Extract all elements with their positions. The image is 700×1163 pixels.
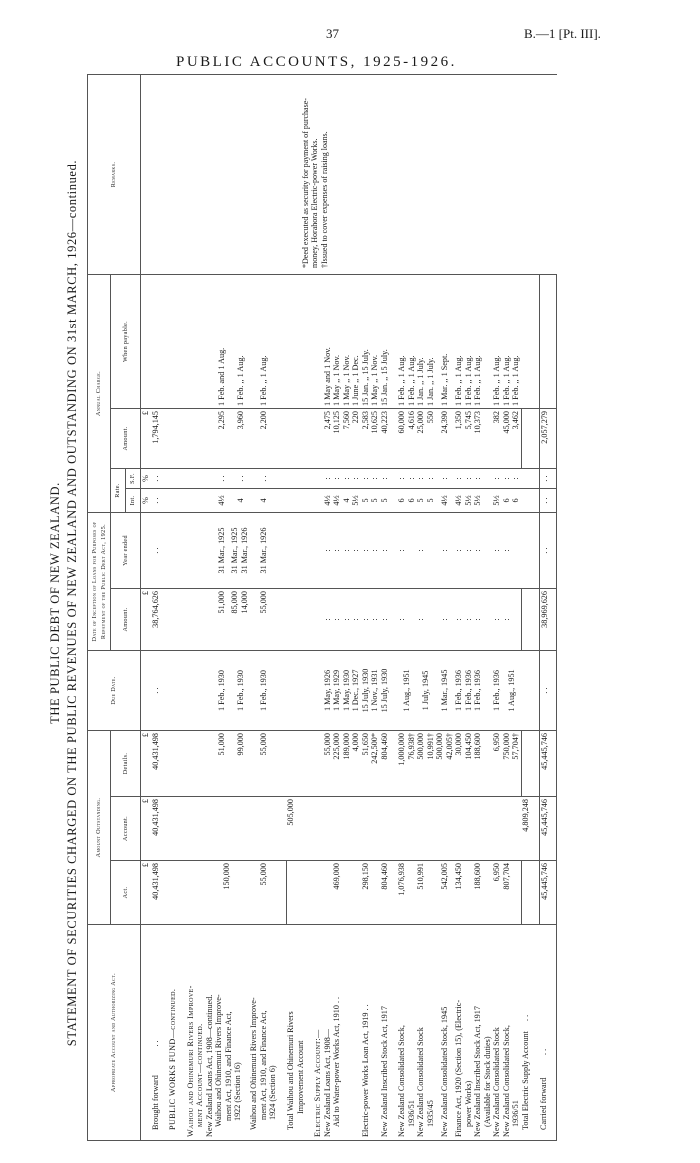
col-inc-year: Year ended (111, 513, 141, 589)
cell-details: 30,000 (454, 733, 463, 756)
col-annual-charge: Annual Charge. (88, 274, 111, 512)
col-act: Act. (111, 861, 141, 925)
cell-due: 1 Feb., 1930 (216, 670, 226, 711)
cell-int: 5½ (351, 495, 360, 506)
cell-due: 1 Aug., 1951 (397, 651, 416, 731)
cell-when-payable: 1 May and 1 Nov. (322, 347, 332, 406)
cell-details: 6,950 (492, 731, 502, 797)
cell-due: 1 July, 1945 (416, 651, 435, 731)
document-reference: B.—1 [Pt. III]. (524, 26, 601, 41)
cell-when-payable: 1 May ,, 1 Nov. (332, 354, 341, 406)
cell-when-payable: 1 Feb. and 1 Aug. (216, 347, 226, 406)
col-remarks: Remarks. (88, 74, 141, 274)
unit-pound: £ (141, 409, 151, 469)
col-rate: Rate. (111, 469, 126, 513)
cell-due: 15 July, 1930 (380, 651, 390, 731)
cell-int: 5½ (463, 495, 473, 506)
cell-int: 4½ (454, 495, 463, 506)
row-label: Carried forward (539, 1077, 548, 1130)
cell-act: 55,000 (249, 861, 278, 925)
account-heading: Electric Supply Account:— (313, 925, 323, 1141)
cell-act: 134,450 (454, 861, 473, 925)
row-label: ment Act, 1910, and Finance Act, (223, 1011, 233, 1121)
cell-when-payable: 1 May ,, 1 Nov. (341, 354, 351, 406)
table-row (151, 74, 161, 1140)
cell-int: 4 (249, 489, 278, 513)
cell-details: 42,005† (444, 733, 454, 760)
cell-amount: 2,583 (360, 411, 370, 430)
cell-sf: . . (539, 469, 556, 489)
cell-amount: 550 (425, 411, 435, 424)
cell-when-payable: 1 Feb. ,, 1 Aug. (397, 355, 406, 406)
row-label: ment Act, 1910, and Finance Act, (258, 1010, 268, 1120)
cell-int: 5 (416, 498, 425, 503)
cell-due: 1 May, 1930 (341, 669, 351, 712)
cell-act: 6,950 (492, 861, 502, 925)
cell-amount: 3,960 (236, 411, 245, 430)
col-amount-outstanding: Amount Outstanding. (88, 731, 111, 925)
col-int: Int. (126, 489, 141, 513)
cell-act: 542,005 (435, 861, 454, 925)
cell-details: 188,600 (473, 731, 492, 797)
cell-inc-year: 31 Mar., 1925 (216, 527, 226, 574)
row-label: New Zealand Loans Act, 1908—continued. (204, 994, 214, 1137)
cell-details: 99,000 (236, 733, 245, 756)
row-label: 1936/51 (511, 1100, 520, 1127)
cell-amount: 220 (351, 411, 360, 424)
unit-pound: £ (141, 861, 151, 925)
cell-when-payable: 1 June ,, 1 Dec. (351, 355, 360, 406)
page-title: PUBLIC ACCOUNTS, 1925-1926. (176, 54, 457, 70)
cell-amount: 10,625 (370, 411, 379, 434)
cell-sf: . . (236, 475, 245, 482)
cell-details: 76,938† (406, 733, 416, 760)
row-label: Waihou and Ohinemuri Rivers Improve- (249, 997, 258, 1130)
cell-amount: 2,295 (216, 411, 226, 430)
table-row: New Zealand Inscribed Stock Act, 1917 (Available for Stock duties) 188,600 188,600 1 Feb., 1936 : : 5½ : 10,373 1 Feb. ,, 1 Aug. (473, 74, 492, 1140)
cell-due: . . (539, 651, 556, 731)
cell-amount: 3,462 (511, 411, 520, 430)
unit-pound: £ (141, 797, 151, 861)
row-label: New Zealand Loans Act, 1908— (322, 1029, 332, 1137)
cell-inc-amount: 38,764,626 (151, 589, 161, 651)
cell-when-payable: 1 May ,, 1 Nov. (370, 354, 379, 406)
leader-dots: . . (539, 1048, 548, 1055)
cell-inc-amount: 51,000 (216, 591, 226, 614)
col-account: Account. (111, 797, 141, 861)
cell-amount: 10,125 (332, 411, 341, 434)
col-ac-amount: Amount. (111, 409, 141, 469)
col-sf: S.F. (126, 469, 141, 489)
cell-act: 188,600 (473, 861, 492, 925)
cell-details: 750,000 (501, 733, 511, 760)
cell-when-payable: 1 Mar. ,, 1 Sept. (435, 274, 454, 408)
cell-details: 55,000 (249, 731, 278, 797)
cell-due: 1 May, 1929 (332, 669, 341, 712)
cell-amount: 2,475 (322, 411, 332, 430)
cell-details: 225,000 (332, 733, 341, 760)
cell-amount: 45,000 (501, 411, 511, 434)
cell-amount: 2,200 (249, 409, 278, 469)
cell-due: 1 Feb., 1936 (473, 651, 492, 731)
securities-table (87, 74, 557, 1141)
cell-details: 51,650 (360, 733, 370, 756)
cell-when-payable: 15 Jan. ,, 15 July. (380, 274, 390, 408)
cell-due: 1 Dec., 1927 (351, 669, 360, 712)
cell-details: 55,000 (322, 733, 332, 756)
cell-details: 57,704† (511, 733, 520, 760)
cell-due: 1 Feb., 1936 (492, 651, 502, 731)
statement-title: THE PUBLIC DEBT OF NEW ZEALAND. (48, 482, 62, 724)
cell-when-payable: 1 Feb. ,, 1 Aug. (236, 355, 245, 406)
cell-sf: . . (249, 469, 278, 489)
row-label: New Zealand Inscribed Stock Act, 1917 (473, 1006, 482, 1137)
cell-due: 1 Feb., 1930 (249, 651, 278, 731)
row-label: 1924 (Section 6) (268, 1065, 277, 1120)
col-details: Details. (111, 731, 141, 797)
cell-due: 15 July, 1930 (360, 668, 370, 713)
cell-when-payable: 15 Jan. ,, 15 July. (360, 349, 370, 406)
cell-inc-amount: 85,000 (230, 591, 239, 614)
leader-dots: . . (150, 1040, 160, 1047)
cell-inc-year: 31 Mar., 1926 (239, 527, 249, 574)
cell-act: 510,991 (416, 861, 435, 925)
col-when-payable: When payable. (111, 274, 141, 408)
cell-account: 505,000 (286, 797, 305, 861)
rotated-statement (45, 53, 605, 1153)
cell-int: 5½ (473, 489, 492, 513)
cell-when-payable: 1 Feb. ,, 1 Aug. (454, 355, 463, 406)
cell-due: 1 Mar., 1945 (435, 651, 454, 731)
cell-account: 45,445,746 (539, 797, 556, 861)
col-account-act: Appropriate Account and Authorizing Act. (88, 925, 141, 1141)
cell-amount: 2,057,279 (539, 409, 556, 469)
statement-subtitle: STATEMENT OF SECURITIES CHARGED ON THE PUBLIC REVENUES OF NEW ZEALAND AND OUTSTANDING ON 31st MARCH, 1926—continued. (65, 159, 79, 1047)
cell-amount: 382 (492, 409, 502, 469)
row-label: New Zealand Consolidated Stock, 1945 (435, 925, 454, 1141)
table-row: New Zealand Consolidated Stock, 1945 542,005 500,000 42,005† 1 Mar., 1945 : : 4½ : 24,390 1 Mar. ,, 1 Sept. (435, 74, 454, 1140)
table-row: Finance Act, 1920 (Section 15), (Electric- power Works) 134,450 30,000 104,450 1 Feb., 1936 1 Feb., 1936 : : : : 4½ 5½ : : 1,350 5,745 1 Feb. ,, 1 Aug. 1 Feb. ,, 1 Aug. (454, 74, 473, 1140)
unit-pound: £ (141, 731, 151, 797)
cell-when-payable: 1 Feb. ,, 1 Aug. (249, 274, 278, 408)
cell-int: 5 (370, 498, 379, 503)
unit-percent: % (141, 489, 151, 513)
cell-amount: 10,373 (473, 409, 492, 469)
cell-due: 1 Feb., 1936 (463, 670, 473, 711)
cell-inc-year: . . (151, 513, 161, 589)
cell-int: 5 (360, 498, 370, 503)
remark-issued: †Issued to cover expenses of raising loans. (319, 131, 329, 268)
row-label: Improvement Account (295, 1040, 305, 1114)
row-label: Finance Act, 1920 (Section 15), (Electric- (454, 999, 463, 1137)
table-row: New Zealand Loans Act, 1908— Aid to Water-power Works Act, 1910 . . 469,000 55,000 225,000 189,000 1 May, 1926 1 May, 1929 1 May, 1930 : : : : : : 4½ 4½ 4 : : : 2,475 10,125 7,560 1 May and 1 Nov. 1 May ,, 1 Nov. 1 May ,, 1 Nov. (323, 74, 352, 1140)
account-heading-cont: ment Account—continued. (195, 1023, 204, 1127)
row-label: Brought forward (150, 1075, 160, 1130)
cell-details: 40,431,498 (151, 731, 161, 797)
cell-details: 51,000 (216, 733, 226, 756)
fund-heading: PUBLIC WORKS FUND—continued. (168, 925, 178, 1141)
cell-sf: . . (216, 475, 226, 482)
cell-amount: 5,745 (463, 411, 473, 430)
cell-int: 4 (236, 498, 245, 503)
cell-int: 6 (406, 498, 416, 503)
cell-due: 1 May, 1926 (322, 669, 332, 712)
row-label: New Zealand Consolidated Stock (492, 925, 502, 1141)
cell-int: 6 (397, 498, 406, 503)
row-label: Total Waihou and Ohinemuri Rivers (286, 1011, 295, 1130)
cell-due: . . (151, 651, 161, 731)
table-row: New Zealand Consolidated Stock, 1936/51 807,704 750,000 57,704† 1 Aug., 1951 : : 6 6 : : 45,000 3,462 1 Feb. ,, 1 Aug. 1 Feb. ,, 1 Aug. (502, 74, 522, 1140)
cell-details: 500,000 (435, 733, 444, 760)
cell-act: 150,000 (205, 861, 250, 925)
col-due-date: Due Date. (88, 651, 141, 731)
row-label: Waihou and Ohinemuri Rivers Improve- (214, 994, 223, 1127)
cell-int: . . (151, 489, 161, 513)
row-label: New Zealand Inscribed Stock Act, 1917 (380, 925, 390, 1141)
cell-int: . . (539, 489, 556, 513)
cell-when-payable: 1 Feb. ,, 1 Aug. (501, 355, 511, 406)
cell-details: 4,000 (351, 733, 360, 752)
cell-amount: 1,794,145 (151, 409, 161, 469)
row-label: New Zealand Consolidated Stock, (501, 1025, 511, 1137)
unit-pound: £ (141, 589, 151, 651)
cell-amount: 7,560 (341, 411, 351, 430)
cell-amount: 24,390 (435, 409, 454, 469)
row-label: Aid to Water-power Works Act, 1910 . . (332, 996, 341, 1127)
table-row: New Zealand Consolidated Stock, 1936/51 1,076,938 1,000,000 76,938† 1 Aug., 1951 : : 6 6 : : 60,000 4,616 1 Feb. ,, 1 Aug. 1 Feb. ,, 1 Aug. (397, 74, 416, 1140)
cell-due: 1 Nov., 1931 (370, 669, 379, 712)
cell-amount: 60,000 (397, 411, 406, 434)
cell-inc-year: 31 Mar., 1926 (249, 513, 278, 589)
row-label: (Available for Stock duties) (482, 1036, 492, 1127)
cell-inc-amount: 14,000 (239, 591, 249, 614)
cell-amount: 40,223 (380, 409, 390, 469)
cell-act: 469,000 (323, 861, 352, 925)
table-row: New Zealand Consolidated Stock 1935/45 510,991 500,000 10,991† 1 July, 1945 : : 5 5 : : 25,000 550 1 Jan. ,, 1 July. 1 Jan. ,, 1 July. (416, 74, 435, 1140)
page-number: 37 (326, 26, 339, 41)
row-label: 1922 (Section 16) (233, 1062, 242, 1121)
row-label: 1936/51 (406, 1100, 416, 1127)
cell-int: 4 (341, 498, 351, 503)
unit-percent: % (141, 469, 151, 489)
cell-inc-year: . . (539, 513, 556, 589)
cell-int: 5 (425, 498, 435, 503)
cell-int: 4½ (435, 489, 454, 513)
row-label: power Works) (463, 1080, 473, 1127)
table-row: Electric-power Works Loan Act, 1919 . . 298,150 4,000 51,650 242,500* 1 Dec., 1927 15 July, 1930 1 Nov., 1931 : : : : : : 5½ 5 5 : : : 220 2,583 10,625 1 June ,, 1 Dec. 15 Jan. ,, 15 July. 1 May ,, 1 Nov. (351, 74, 380, 1140)
cell-act: 40,431,498 (151, 861, 161, 925)
cell-sf: . . (151, 469, 161, 489)
cell-int: 5 (380, 489, 390, 513)
cell-when-payable: 1 Jan. ,, 1 July. (416, 357, 425, 406)
cell-details: 104,450 (463, 733, 473, 760)
cell-amount: 25,000 (416, 411, 425, 434)
col-inc-amount: Amount. (111, 589, 141, 651)
cell-act: 807,704 (502, 861, 522, 925)
cell-when-payable: 1 Feb. ,, 1 Aug. (473, 274, 492, 408)
cell-amount: 1,350 (454, 411, 463, 430)
cell-act: 45,445,746 (539, 861, 556, 925)
account-heading: Waihou and Ohinemuri Rivers Improve- (185, 985, 195, 1137)
cell-when-payable: 1 Feb. ,, 1 Aug. (511, 355, 520, 406)
cell-due: 1 Feb., 1930 (236, 670, 245, 711)
cell-int: 5½ (492, 489, 502, 513)
row-label: New Zealand Consolidated Stock (416, 1027, 425, 1137)
cell-act: 804,460 (380, 861, 390, 925)
cell-inc-amount: 38,969,626 (539, 589, 556, 651)
row-label: Total Electric Supply Account (521, 1031, 530, 1130)
col-inception: Date of Inception of Loans for Purposes of Repayment of the Public Debt Act, 1925. (88, 513, 111, 651)
cell-int: 6 (501, 498, 511, 503)
row-label: 1935/45 (425, 1100, 435, 1127)
remark-deed: *Deed executed as security for payment of purchase-money, Horahora Electric-power Works. (300, 98, 319, 268)
cell-int: 4½ (332, 495, 341, 506)
cell-int: 4½ (322, 495, 332, 506)
cell-due: 1 Aug., 1951 (502, 651, 522, 731)
cell-details: 804,460 (380, 731, 390, 797)
cell-amount: 4,616 (406, 411, 416, 430)
cell-details: 500,000 (416, 733, 425, 760)
units-row (141, 74, 151, 1140)
cell-when-payable: 1 Jan. ,, 1 July. (425, 357, 435, 406)
cell-details: 10,991† (425, 733, 435, 760)
cell-account: 40,431,498 (151, 797, 161, 861)
cell-when-payable: 1 Feb. ,, 1 Aug. (492, 274, 502, 408)
table-row: New Zealand Inscribed Stock Act, 1917 804,460 804,460 15 July, 1930 : : 5 : 40,223 15 Jan. ,, 15 July. (380, 74, 390, 1140)
cell-details: 242,500* (370, 733, 379, 764)
cell-int: 4½ (216, 495, 226, 506)
row-label: Electric-power Works Loan Act, 1919 . . (351, 925, 380, 1141)
cell-act: 1,076,938 (397, 861, 416, 925)
cell-details: 45,445,746 (539, 731, 556, 797)
cell-due: 1 Feb., 1936 (454, 670, 463, 711)
row-label: New Zealand Consolidated Stock, (397, 1025, 406, 1137)
cell-when-payable: 1 Feb. ,, 1 Aug. (463, 355, 473, 406)
cell-details: 1,000,000 (397, 733, 406, 766)
cell-inc-year: 31 Mar., 1925 (230, 527, 239, 574)
cell-act: 298,150 (351, 861, 380, 925)
cell-account: 4,809,248 (521, 797, 531, 861)
cell-inc-amount: 55,000 (249, 589, 278, 651)
table-row: New Zealand Consolidated Stock 6,950 6,950 1 Feb., 1936 : : 5½ : 382 1 Feb. ,, 1 Aug. (492, 74, 502, 1140)
leader-dots: . . (521, 1014, 530, 1021)
cell-when-payable: 1 Feb. ,, 1 Aug. (406, 355, 416, 406)
cell-details: 189,000 (341, 733, 351, 760)
cell-int: 6 (511, 498, 520, 503)
